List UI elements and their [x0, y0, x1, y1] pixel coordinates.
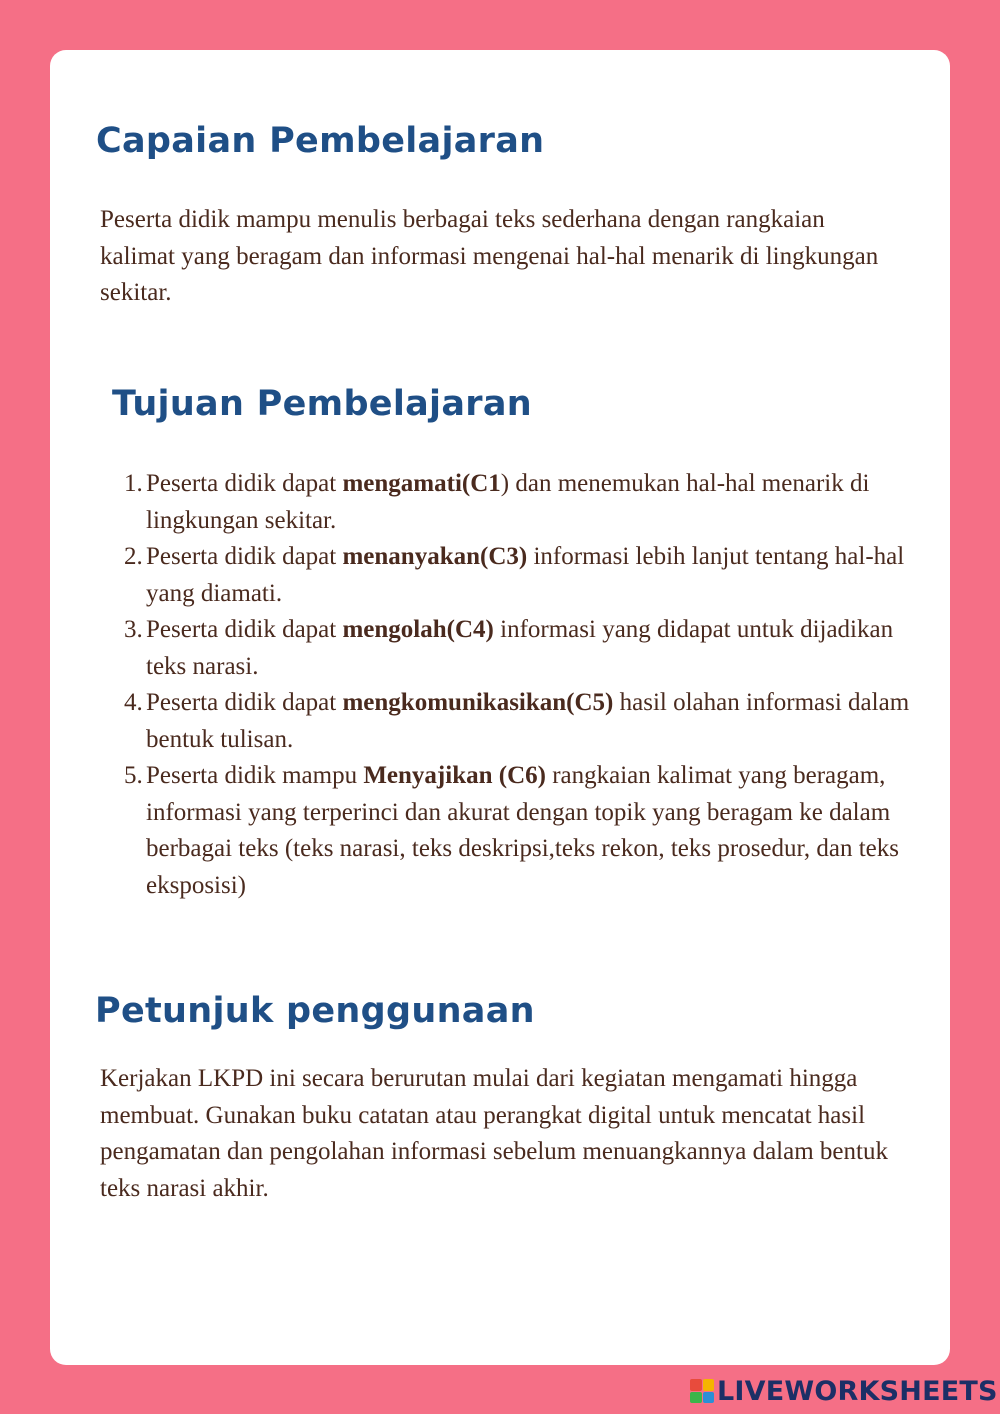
objective-text-end: informasi yang didapat untuk dijadikan teks narasi. [146, 616, 894, 680]
objective-number: 4. [124, 689, 143, 716]
tujuan-heading: Tujuan Pembelajaran [112, 384, 532, 424]
objective-text-end: ) dan menemukan hal-hal menarik di lingkungan sekitar. [146, 470, 870, 534]
objective-text-end: hasil olahan informasi dalam bentuk tulisan. [146, 689, 910, 753]
objective-number: 2. [124, 543, 143, 570]
objective-text-start: Peserta didik mampu [146, 762, 364, 789]
objective-text-start: Peserta didik dapat [146, 689, 343, 716]
objective-text-end: rangkaian kalimat yang beragam, informasi yang terperinci dan akurat dengan topik yang beragam ke dalam berbagai teks (teks narasi, teks deskripsi,teks rekon, teks prosedur, dan teks eksposisi) [146, 762, 899, 899]
objective-number: 5. [124, 762, 143, 789]
liveworksheets-logo[interactable] [690, 1374, 998, 1408]
petunjuk-paragraph: Kerjakan LKPD ini secara berurutan mulai dari kegiatan mengamati hingga membuat. Gunakan buku catatan atau perangkat digital untuk mencatat hasil pengamatan dan pengolahan informasi sebelum menuangkannya dalam bentuk teks narasi akhir. [100, 1065, 888, 1202]
capaian-paragraph: Peserta didik mampu menulis berbagai teks sederhana dengan rangkaian kalimat yang beragam dan informasi mengenai hal-hal menarik di lingkungan sekitar. [100, 206, 879, 306]
objective-text [146, 543, 904, 607]
objective-text-start: Peserta didik dapat [146, 470, 343, 497]
objective-item [124, 466, 914, 539]
objective-number: 1. [124, 470, 143, 497]
objective-keyword: mengkomunikasikan(C5) [342, 689, 614, 716]
objective-text [146, 762, 899, 899]
objective-item [124, 758, 914, 904]
objective-text [146, 470, 869, 534]
objective-number: 3. [124, 616, 143, 643]
objective-item [124, 539, 914, 612]
objective-text-start: Peserta didik dapat [146, 616, 343, 643]
liveworksheets-logo-icon [690, 1379, 714, 1403]
objective-item [124, 612, 914, 685]
objective-keyword: Menyajikan (C6) [363, 762, 546, 789]
petunjuk-heading: Petunjuk penggunaan [95, 991, 535, 1031]
capaian-heading: Capaian Pembelajaran [96, 121, 545, 161]
brand-name: LIVEWORKSHEETS [717, 1375, 998, 1407]
objective-text-start: Peserta didik dapat [146, 543, 343, 570]
objective-text [146, 616, 893, 680]
objective-keyword: menanyakan(C3) [342, 543, 528, 570]
tujuan-list [124, 466, 914, 904]
objective-text-end: informasi lebih lanjut tentang hal-hal yang diamati. [146, 543, 905, 607]
objective-keyword: mengamati(C1 [342, 470, 501, 497]
objective-keyword: mengolah(C4) [342, 616, 494, 643]
objective-text [146, 689, 909, 753]
objective-item [124, 685, 914, 758]
